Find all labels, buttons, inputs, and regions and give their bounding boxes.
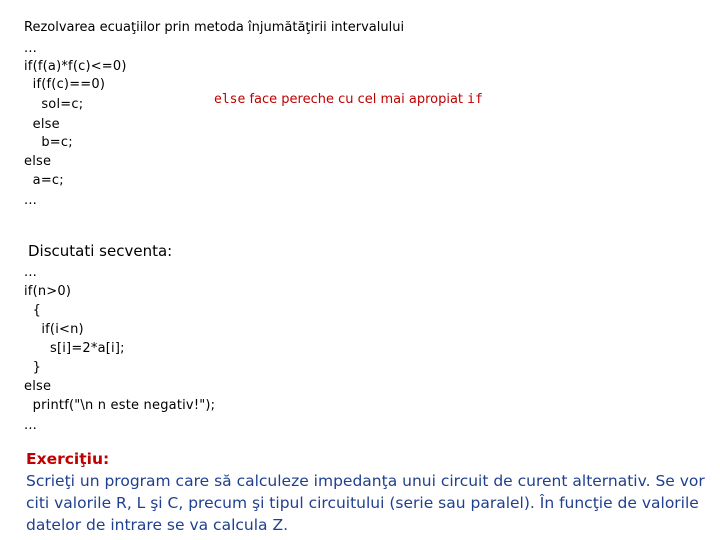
section2-title: Discutati secventa:: [28, 242, 173, 260]
else-if-note: [214, 92, 483, 107]
code-line: printf("\n n este negativ!");: [24, 398, 216, 413]
code-line: a=c;: [24, 173, 64, 188]
note-keyword-else: else: [214, 92, 246, 107]
code-line: }: [24, 360, 42, 375]
code-line: ...: [24, 265, 37, 280]
exercise-title: Exerciţiu:: [26, 450, 110, 468]
code-line: ...: [24, 41, 37, 56]
note-keyword-if: if: [467, 92, 483, 107]
code-line: b=c;: [24, 135, 73, 150]
exercise-text: Scrieţi un program care să calculeze impedanţa unui circuit de curent alternativ. Se vor citi valorile R, L şi C, precum şi tipul circuitului (serie sau paralel). În funcţie de valorile datelor de intrare se va calcula Z.: [26, 472, 705, 534]
code-line: {: [24, 303, 42, 318]
exercise-block: [26, 448, 716, 536]
code-line: else: [24, 117, 60, 132]
code-line: ...: [24, 418, 37, 433]
note-text: face pereche cu cel mai apropiat: [245, 92, 468, 107]
code-line: else: [24, 379, 52, 394]
section1-title: Rezolvarea ecuaţiilor prin metoda înjumătăţirii intervalului: [24, 20, 405, 35]
code-line: ...: [24, 193, 37, 208]
code-line: sol=c;: [24, 97, 84, 112]
code-line: if(f(c)==0): [24, 77, 106, 92]
code-line: if(n>0): [24, 284, 72, 299]
code-line: s[i]=2*a[i];: [24, 341, 125, 356]
code-line: if(f(a)*f(c)<=0): [24, 59, 127, 74]
code-line: else: [24, 154, 52, 169]
code-line: if(i<n): [24, 322, 84, 337]
